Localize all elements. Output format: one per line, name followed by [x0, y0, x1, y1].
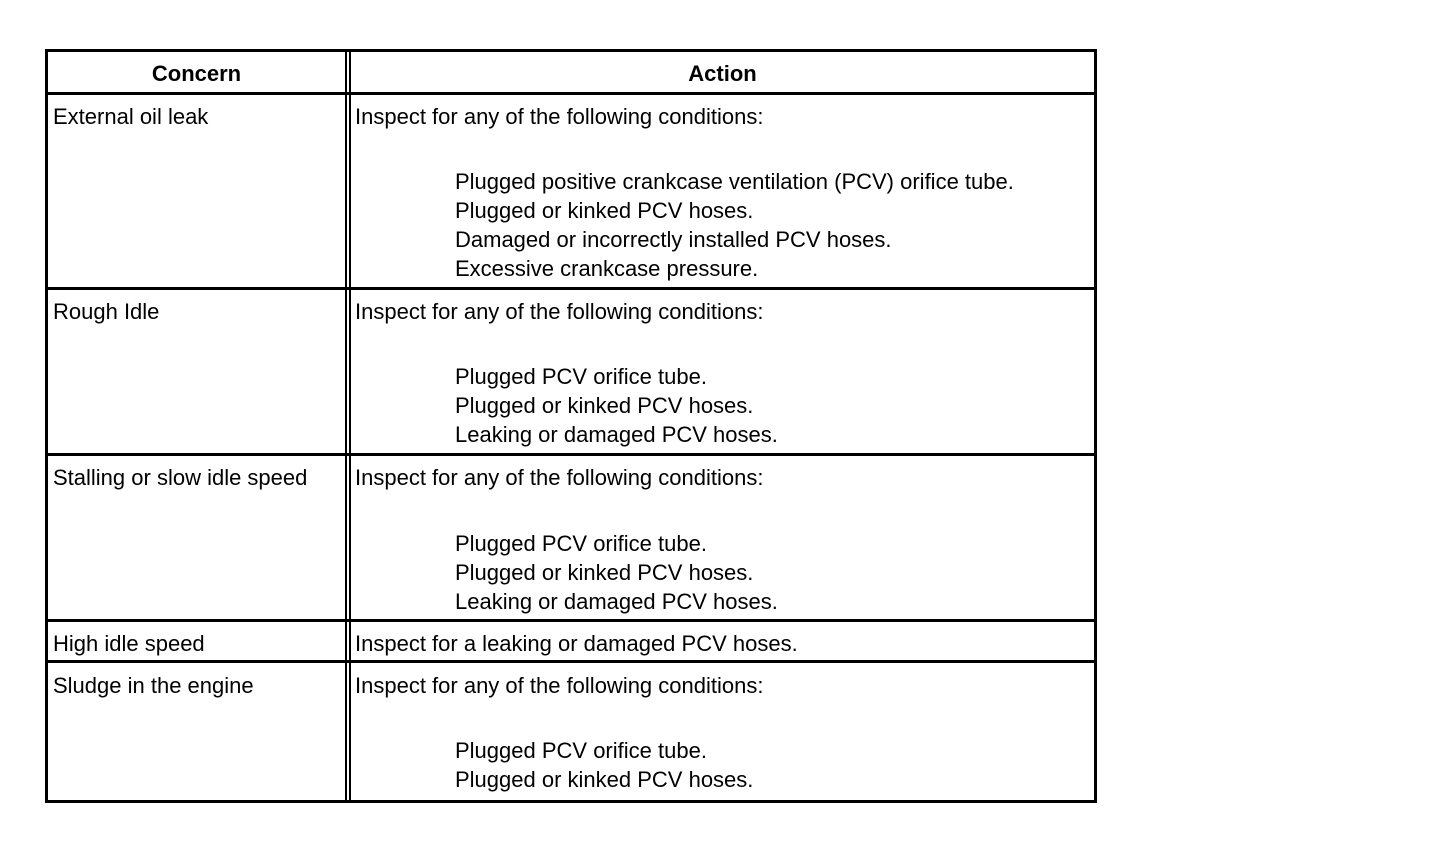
- action-intro: Inspect for any of the following conditions:: [355, 465, 764, 490]
- row-divider: [48, 619, 1094, 622]
- action-list: [455, 167, 1014, 283]
- header-action: Action: [688, 61, 757, 86]
- action-item: Excessive crankcase pressure.: [455, 256, 759, 281]
- concern-cell: Rough Idle: [53, 299, 160, 324]
- action-item: Plugged or kinked PCV hoses.: [455, 767, 754, 792]
- column-divider: [345, 52, 347, 800]
- concern-cell: Stalling or slow idle speed: [53, 465, 308, 490]
- action-item: Plugged PCV orifice tube.: [455, 738, 707, 763]
- row-divider: [48, 92, 1094, 95]
- action-intro: Inspect for any of the following conditions:: [355, 299, 764, 324]
- concern-cell: High idle speed: [53, 631, 205, 656]
- action-item: Plugged or kinked PCV hoses.: [455, 198, 754, 223]
- action-intro: Inspect for a leaking or damaged PCV hoses.: [355, 631, 798, 656]
- action-item: Leaking or damaged PCV hoses.: [455, 589, 778, 614]
- concern-cell: Sludge in the engine: [53, 673, 254, 698]
- action-intro: Inspect for any of the following conditions:: [355, 673, 764, 698]
- diagnosis-table: [45, 49, 1097, 803]
- concern-cell: External oil leak: [53, 104, 209, 129]
- action-item: Plugged or kinked PCV hoses.: [455, 560, 754, 585]
- action-list: [455, 736, 753, 794]
- row-divider: [48, 287, 1094, 290]
- action-item: Plugged positive crankcase ventilation (PCV) orifice tube.: [455, 169, 1014, 194]
- action-intro: Inspect for any of the following conditions:: [355, 104, 764, 129]
- row-divider: [48, 660, 1094, 663]
- action-item: Damaged or incorrectly installed PCV hoses.: [455, 227, 892, 252]
- action-item: Plugged PCV orifice tube.: [455, 531, 707, 556]
- header-concern: Concern: [151, 61, 242, 86]
- action-list: [455, 362, 778, 449]
- action-item: Plugged or kinked PCV hoses.: [455, 393, 754, 418]
- action-item: Leaking or damaged PCV hoses.: [455, 422, 778, 447]
- column-divider: [349, 52, 351, 800]
- action-item: Plugged PCV orifice tube.: [455, 364, 707, 389]
- action-list: [455, 529, 778, 616]
- row-divider: [48, 453, 1094, 456]
